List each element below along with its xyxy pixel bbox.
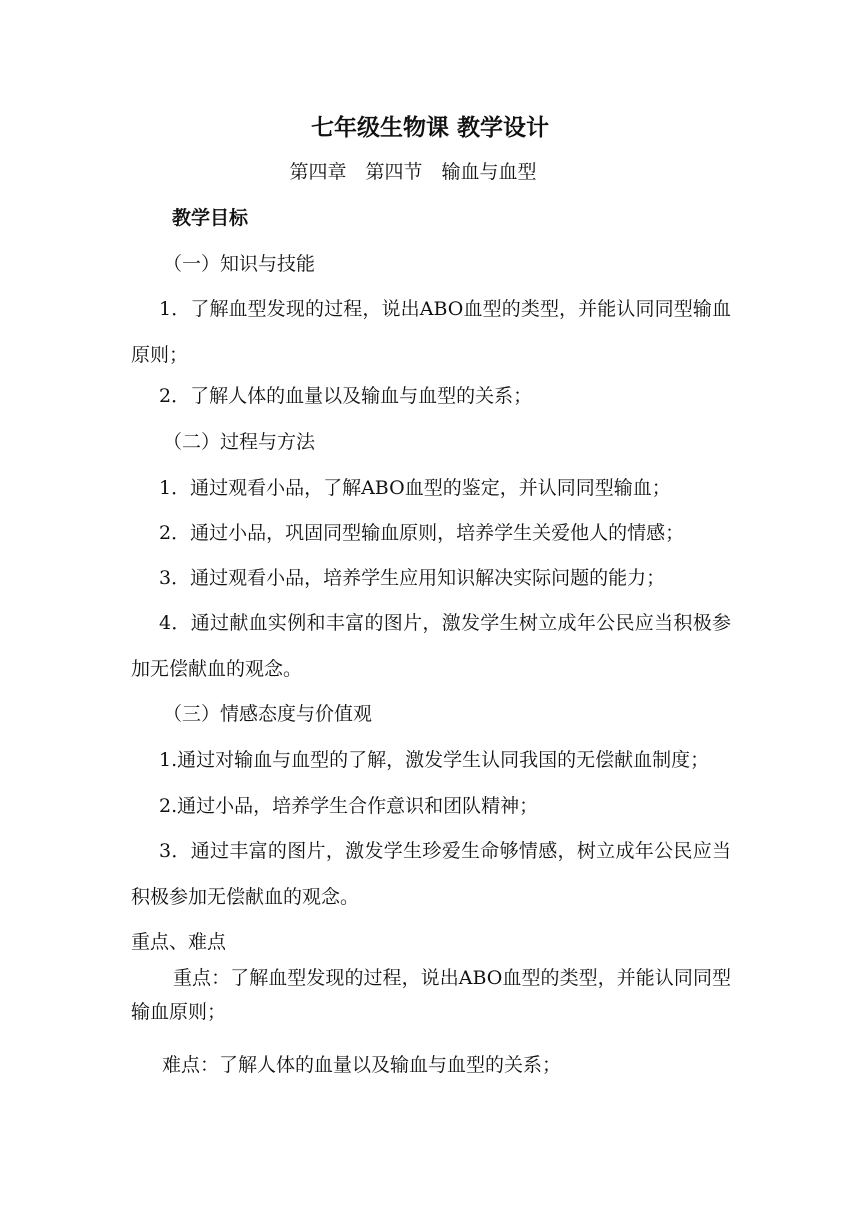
section3-heading: （三）情感态度与价值观 xyxy=(163,703,373,725)
section2-heading: （二）过程与方法 xyxy=(163,431,316,453)
section1-heading: （一）知识与技能 xyxy=(163,253,316,275)
section2-item-4: 4．通过献血实例和丰富的图片，激发学生树立成年公民应当积极参加无偿献血的观念。 xyxy=(131,612,731,680)
section3-item-1: 1.通过对输血与血型的了解，激发学生认同我国的无偿献血制度； xyxy=(159,749,710,771)
document-title: 七年级生物课 教学设计 xyxy=(310,115,549,141)
section1-item-2: 2．了解人体的血量以及输血与血型的关系； xyxy=(159,385,533,407)
section3-item-3: 3．通过丰富的图片，激发学生珍爱生命够情感，树立成年公民应当积极参加无偿献血的观念。 xyxy=(131,840,731,908)
difficult-point-text: 难点：了解人体的血量以及输血与血型的关系； xyxy=(162,1054,562,1076)
section3-item-2: 2.通过小品，培养学生合作意识和团队精神； xyxy=(159,795,539,817)
section2-item-2: 2．通过小品，巩固同型输血原则，培养学生关爱他人的情感； xyxy=(159,522,685,544)
section1-item-1: 1．了解血型发现的过程，说出ABO血型的类型，并能认同同型输血原则； xyxy=(131,298,731,366)
key-point-text: 重点：了解血型发现的过程，说出ABO血型的类型，并能认同同型输血原则； xyxy=(131,967,731,1023)
key-points-heading: 重点、难点 xyxy=(131,931,227,953)
objectives-heading: 教学目标 xyxy=(172,207,249,229)
section2-item-3: 3．通过观看小品，培养学生应用知识解决实际问题的能力； xyxy=(159,567,666,589)
document-subtitle: 第四章 第四节 输血与血型 xyxy=(289,161,537,183)
section2-item-1: 1．通过观看小品，了解ABO血型的鉴定，并认同同型输血； xyxy=(159,477,671,499)
